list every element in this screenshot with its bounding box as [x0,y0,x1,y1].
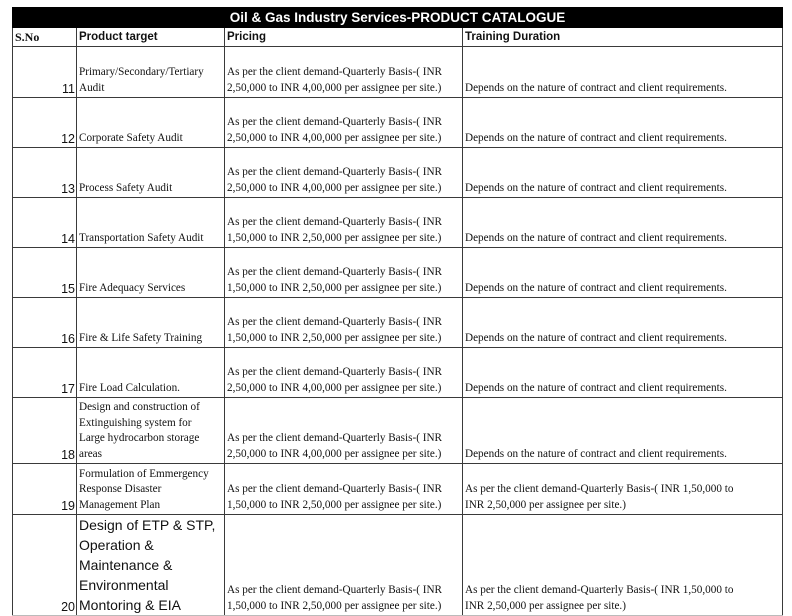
sno-cell: 20 [13,515,77,616]
product-line: Design and construction of [79,401,200,413]
sno-cell: 13 [13,148,77,198]
product-line: Design of ETP & STP, [79,517,216,533]
pricing-line: As per the client demand-Quarterly Basis-( INR [227,432,442,444]
pricing-line: As per the client demand-Quarterly Basis-( INR [227,366,442,378]
pricing-line: 2,50,000 to INR 4,00,000 per assignee per site.) [227,131,442,144]
table-row [13,248,783,298]
product-line: Operation & [79,537,154,553]
duration-line: Depends on the nature of contract and client requirements. [465,381,727,394]
table-row [13,515,783,616]
product-catalogue-table [12,7,783,616]
product-line: Process Safety Audit [79,181,173,194]
product-line: areas [79,447,102,460]
product-line: Montoring & EIA [79,597,181,613]
sno-cell: 11 [13,47,77,98]
column-header-sno: S.No [13,28,77,47]
product-target-cell [77,148,225,198]
sno-cell: 19 [13,464,77,515]
pricing-cell [225,248,463,298]
sno-cell: 16 [13,298,77,348]
product-line: Response Disaster [79,483,162,495]
product-target-cell [77,464,225,515]
pricing-line: As per the client demand-Quarterly Basis-( INR [227,266,442,278]
sno-cell: 17 [13,348,77,398]
duration-line: As per the client demand-Quarterly Basis-( INR 1,50,000 to [465,584,734,596]
table-row [13,198,783,248]
product-target-cell [77,298,225,348]
pricing-line: 1,50,000 to INR 2,50,000 per assignee per site.) [227,281,442,294]
pricing-line: As per the client demand-Quarterly Basis-( INR [227,66,442,78]
product-line: Primary/Secondary/Tertiary [79,66,204,78]
product-line: Audit [79,81,105,94]
product-target-cell [77,515,225,616]
pricing-line: As per the client demand-Quarterly Basis-( INR [227,166,442,178]
pricing-line: 1,50,000 to INR 2,50,000 per assignee per site.) [227,498,442,511]
table-row [13,98,783,148]
product-target-cell [77,398,225,464]
title-row [13,8,783,28]
pricing-cell [225,515,463,616]
pricing-cell [225,398,463,464]
duration-line: As per the client demand-Quarterly Basis-( INR 1,50,000 to [465,483,734,495]
training-duration-cell [463,198,783,248]
training-duration-cell [463,98,783,148]
duration-line: Depends on the nature of contract and client requirements. [465,181,727,194]
duration-line: INR 2,50,000 per assignee per site.) [465,498,626,511]
product-target-cell [77,47,225,98]
sno-cell: 14 [13,198,77,248]
product-line: Environmental [79,577,169,593]
pricing-line: As per the client demand-Quarterly Basis-( INR [227,116,442,128]
product-line: Extinguishing system for [79,416,192,429]
pricing-cell [225,298,463,348]
product-line: Fire & Life Safety Training [79,331,203,344]
product-line: Fire Adequacy Services [79,281,186,294]
table-row [13,348,783,398]
duration-line: Depends on the nature of contract and client requirements. [465,331,727,344]
pricing-line: 2,50,000 to INR 4,00,000 per assignee per site.) [227,381,442,394]
catalogue-title: Oil & Gas Industry Services-PRODUCT CATALOGUE [13,8,783,28]
training-duration-cell [463,398,783,464]
product-line: Fire Load Calculation. [79,381,180,394]
column-header-product-target: Product target [77,28,225,47]
pricing-cell [225,47,463,98]
product-target-cell [77,248,225,298]
table-row [13,47,783,98]
pricing-line: 2,50,000 to INR 4,00,000 per assignee per site.) [227,447,442,460]
table-row [13,148,783,198]
pricing-line: 2,50,000 to INR 4,00,000 per assignee per site.) [227,81,442,94]
training-duration-cell [463,248,783,298]
pricing-cell [225,464,463,515]
pricing-cell [225,198,463,248]
duration-line: INR 2,50,000 per assignee per site.) [465,599,626,612]
duration-line: Depends on the nature of contract and client requirements. [465,81,727,94]
product-line: Formulation of Emmergency [79,467,209,480]
table-row [13,398,783,464]
product-target-cell [77,348,225,398]
training-duration-cell [463,47,783,98]
pricing-line: 2,50,000 to INR 4,00,000 per assignee per site.) [227,181,442,194]
pricing-cell [225,148,463,198]
table-row [13,298,783,348]
pricing-cell [225,348,463,398]
training-duration-cell [463,464,783,515]
pricing-line: As per the client demand-Quarterly Basis-( INR [227,483,442,495]
column-header-training-duration: Training Duration [463,28,783,47]
sno-cell: 12 [13,98,77,148]
duration-line: Depends on the nature of contract and client requirements. [465,131,727,144]
pricing-line: 1,50,000 to INR 2,50,000 per assignee per site.) [227,599,442,612]
pricing-line: 1,50,000 to INR 2,50,000 per assignee per site.) [227,331,442,344]
sno-cell: 18 [13,398,77,464]
product-line: Management Plan [79,498,161,511]
product-line: Maintenance & [79,557,173,573]
duration-line: Depends on the nature of contract and client requirements. [465,447,727,460]
pricing-line: As per the client demand-Quarterly Basis-( INR [227,584,442,596]
product-line: Large hydrocarbon storage [79,432,200,444]
training-duration-cell [463,348,783,398]
product-target-cell [77,98,225,148]
duration-line: Depends on the nature of contract and client requirements. [465,231,727,244]
product-line: Corporate Safety Audit [79,131,183,144]
product-target-cell [77,198,225,248]
pricing-cell [225,98,463,148]
pricing-line: 1,50,000 to INR 2,50,000 per assignee per site.) [227,231,442,244]
pricing-line: As per the client demand-Quarterly Basis-( INR [227,216,442,228]
pricing-line: As per the client demand-Quarterly Basis-( INR [227,316,442,328]
table-row [13,464,783,515]
header-row [13,28,783,47]
column-header-pricing: Pricing [225,28,463,47]
training-duration-cell [463,148,783,198]
product-line: Transportation Safety Audit [79,231,204,244]
training-duration-cell [463,515,783,616]
training-duration-cell [463,298,783,348]
sno-cell: 15 [13,248,77,298]
duration-line: Depends on the nature of contract and client requirements. [465,281,727,294]
